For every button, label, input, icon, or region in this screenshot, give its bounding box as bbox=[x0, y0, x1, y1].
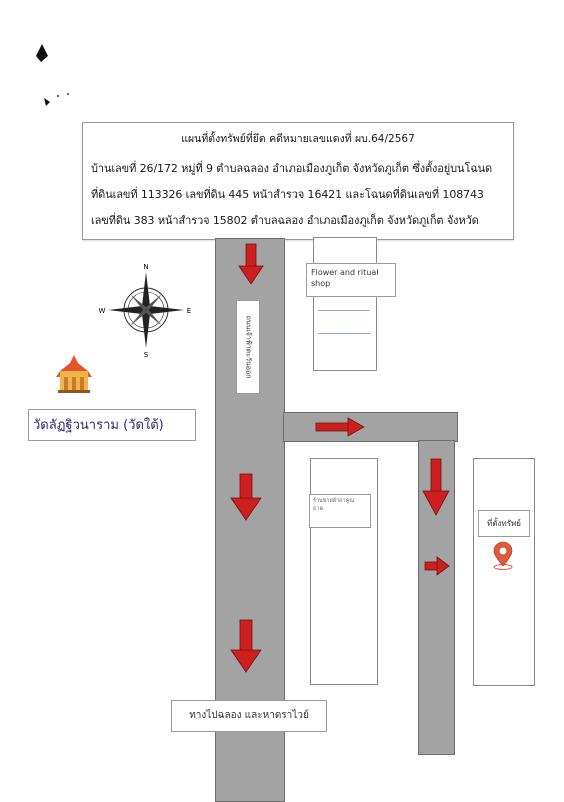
shop-label-line-1: ร้านขายผ้าถาคูณ bbox=[313, 498, 355, 504]
building-top-center bbox=[313, 237, 377, 371]
plot-line bbox=[318, 310, 370, 311]
compass-east: E bbox=[186, 307, 192, 315]
address-line-2: ที่ดินเลขที่ 113326 เลขที่ดิน 445 หน้าสำรวจ 16421 และโฉนดที่ดินเลขที่ 108743 bbox=[91, 188, 484, 201]
plot-line bbox=[318, 333, 370, 334]
flower-shop-label: Flower and ritual shop bbox=[306, 263, 396, 297]
arrow-down-icon bbox=[423, 459, 449, 515]
compass-rose-icon bbox=[100, 262, 192, 358]
location-pin-icon bbox=[490, 542, 516, 570]
map-title: แผนที่ตั้งทรัพย์ที่ยึด คดีหมายเลขแดงที่ ผบ.64/2567 bbox=[181, 133, 415, 145]
side-road-horizontal bbox=[283, 412, 458, 442]
compass-north: N bbox=[143, 263, 149, 271]
arrow-down-icon bbox=[231, 620, 261, 672]
road-name-text: ถนนเจ้าฟ้าตะวันออก bbox=[244, 315, 253, 379]
arrow-down-icon bbox=[239, 244, 263, 284]
compass-south: S bbox=[143, 351, 149, 359]
address-line-1: บ้านเลขที่ 26/172 หมู่ที่ 9 ตำบลฉลอง อำเภอเมืองภูเก็ต จังหวัดภูเก็ต ซึ่งตั้งอยู่บนโฉนด bbox=[91, 162, 493, 175]
arrow-right-icon bbox=[425, 557, 449, 575]
shop-label-line-2: ธาต bbox=[313, 506, 324, 512]
shop-label bbox=[309, 494, 371, 528]
arrow-right-icon bbox=[316, 418, 364, 436]
building-middle bbox=[310, 458, 378, 685]
compass-west: W bbox=[98, 307, 106, 315]
road-name-label bbox=[236, 300, 260, 394]
scan-mark bbox=[28, 38, 78, 110]
property-plot bbox=[473, 458, 535, 686]
property-label: ที่ตั้งทรัพย์ bbox=[478, 510, 530, 537]
temple-icon bbox=[56, 355, 92, 393]
title-box bbox=[82, 122, 514, 240]
arrow-down-icon bbox=[231, 474, 261, 520]
temple-label: วัดลัฏฐิวนาราม (วัดใต้) bbox=[28, 409, 196, 441]
address-line-3: เลขที่ดิน 383 หน้าสำรวจ 15802 ตำบลฉลอง อำเภอเมืองภูเก็ต จังหวัดภูเก็ต จังหวัด bbox=[91, 214, 479, 227]
direction-label: ทางไปฉลอง และหาดราไวย์ bbox=[171, 700, 327, 732]
